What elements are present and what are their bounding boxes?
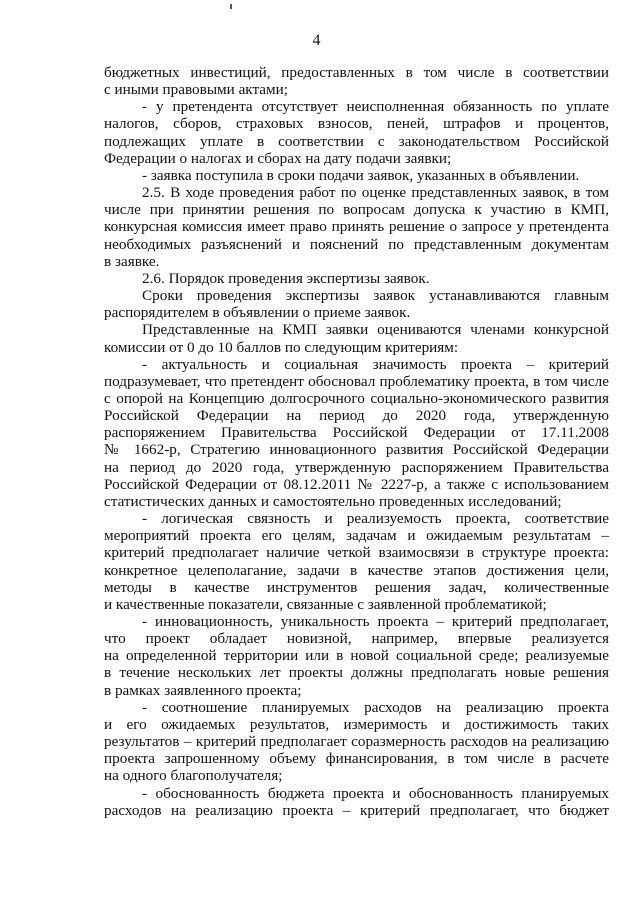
text-line: и качественные показатели, связанные с заявленной проблематикой; xyxy=(104,595,547,613)
text-line: конкретное целеполагание, задачи в качестве этапов достижения цели, xyxy=(104,561,609,579)
text-line: на период до 2020 года, утвержденную распоряжением Правительства xyxy=(104,458,609,476)
text-line: статистических данных и самостоятельно проведенных исследований; xyxy=(104,492,562,510)
text-line: конкурсная комиссия имеет право принять решение о запросе у претендента xyxy=(104,218,609,236)
text-line: с опорой на Концепцию долгосрочного социально-экономического развития xyxy=(104,389,609,407)
text-line: - актуальность и социальная значимость проекта – критерий xyxy=(142,355,609,373)
text-line: бюджетных инвестиций, предоставленных в том числе в соответствии xyxy=(104,64,609,81)
text-line: мероприятий проекта его целям, задачам и ожидаемым результатам – xyxy=(104,527,609,545)
text-line: числе при принятии решения по вопросам допуска к участию в КМП, xyxy=(104,201,609,219)
text-line: № 1662-р, Стратегию инновационного развития Российской Федерации xyxy=(104,441,609,459)
text-line: 2.6. Порядок проведения экспертизы заявок. xyxy=(142,269,430,287)
text-line: в течение нескольких лет проекты должны предполагать новые решения xyxy=(104,664,609,682)
text-line: - инновационность, уникальность проекта – критерий предполагает, xyxy=(142,613,609,630)
text-line: с иными правовыми актами; xyxy=(104,81,289,99)
text-line: - обоснованность бюджета проекта и обоснованность планируемых xyxy=(142,784,609,802)
text-line: - логическая связность и реализуемость проекта, соответствие xyxy=(142,510,609,528)
text-line: и его ожидаемых результатов, измеримость и достижимость таких xyxy=(104,715,609,733)
text-line: распорядителем в объявлении о приеме заявок. xyxy=(104,304,411,322)
text-line: критерий предполагает наличие четкой взаимосвязи в структуре проекта: xyxy=(104,544,609,562)
text-line: методы в качестве инструментов решения задач, количественные xyxy=(104,578,609,596)
text-line: 2.5. В ходе проведения работ по оценке представленных заявок, в том xyxy=(142,184,609,202)
page-number: 4 xyxy=(312,32,321,49)
text-line: в заявке. xyxy=(104,252,160,270)
text-line: необходимых разъяснений и пояснений по представленным документам xyxy=(104,235,609,253)
text-line: что проект обладает новизной, например, впервые реализуется xyxy=(104,630,609,648)
text-line: Сроки проведения экспертизы заявок устанавливаются главным xyxy=(142,287,609,305)
text-line: Российской Федерации от 08.12.2011 № 2227-р, а также с использованием xyxy=(104,475,609,493)
text-line: на определенной территории или в новой социальной среде; реализуемые xyxy=(104,647,609,665)
text-line: проекта запрошенному объему финансирования, в том числе в расчете xyxy=(104,750,609,768)
scan-mark xyxy=(230,4,232,9)
text-line: - соотношение планируемых расходов на реализацию проекта xyxy=(142,698,609,716)
text-line: - заявка поступила в сроки подачи заявок, указанных в объявлении. xyxy=(142,166,580,184)
text-line: Российской Федерации на период до 2020 года, утвержденную xyxy=(104,407,609,425)
text-line: результатов – критерий предполагает соразмерность расходов на реализацию xyxy=(104,733,609,751)
text-line: подразумевает, что претендент обосновал проблематику проекта, в том числе xyxy=(104,372,609,390)
text-line: Представленные на КМП заявки оцениваются членами конкурсной xyxy=(142,321,609,339)
text-line: Федерации о налогах и сборах на дату подачи заявки; xyxy=(104,149,452,167)
text-line: в рамках заявленного проекта; xyxy=(104,681,302,699)
text-line: комиссии от 0 до 10 баллов по следующим критериям: xyxy=(104,338,459,356)
text-line: распоряжением Правительства Российской Федерации от 17.11.2008 xyxy=(104,424,609,442)
text-line: - у претендента отсутствует неисполненная обязанность по уплате xyxy=(142,98,609,116)
text-line: расходов на реализацию проекта – критерий предполагает, что бюджет xyxy=(104,801,609,819)
text-line: на одного благополучателя; xyxy=(104,767,283,785)
text-line: налогов, сборов, страховых взносов, пеней, штрафов и процентов, xyxy=(104,115,609,133)
text-line: подлежащих уплате в соответствии с законодательством Российской xyxy=(104,132,609,150)
document-body xyxy=(104,64,609,819)
